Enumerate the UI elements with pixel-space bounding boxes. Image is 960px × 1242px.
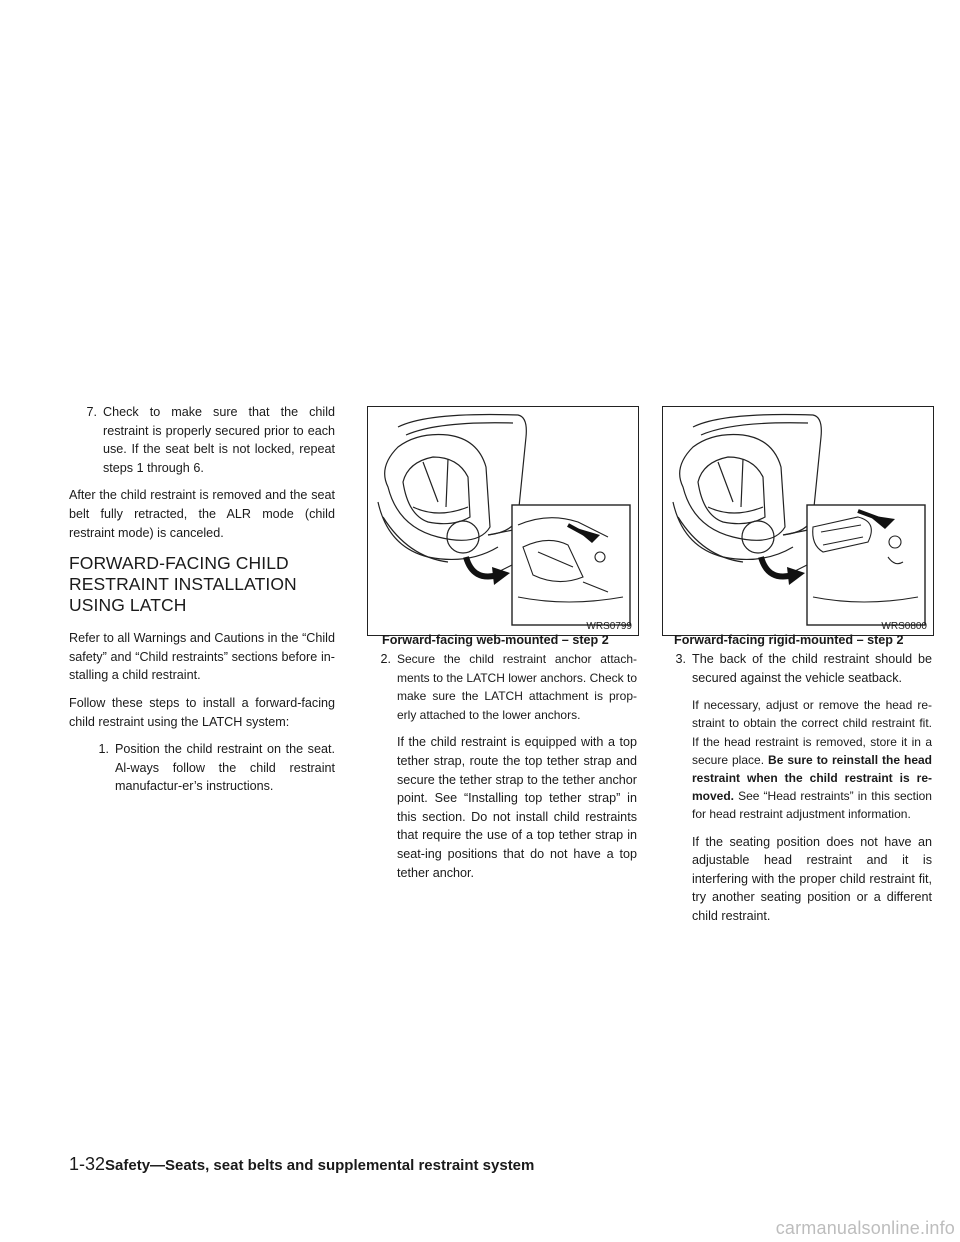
paragraph-refer-warnings: Refer to all Warnings and Cautions in the “Child safety” and “Child restraints” sections before in-stalling a child restraint.	[69, 631, 335, 683]
head-restraint-ref: See “Head restraints” in this section for head restraint adjustment information.	[692, 789, 932, 822]
figure-caption-web-mounted: Forward-facing web-mounted – step 2	[382, 633, 609, 647]
figure-code: WRS0800	[881, 621, 927, 632]
watermark: carmanualsonline.info	[775, 1218, 955, 1238]
paragraph-seating-position: If the seating position does not have an adjustable head restraint and it is interfering with the proper child restraint fit, try another seating position or a different child restraint.	[692, 834, 932, 923]
list-number: 1.	[98, 742, 109, 757]
list-number: 2.	[380, 652, 391, 666]
list-item-2	[367, 650, 637, 724]
paragraph-top-tether: If the child restraint is equipped with a top tether strap, route the top tether strap and secure the tether strap to the tether anchor point. See “Installing top tether strap” in this section. Do not install child restraints that require the use of a top tether strap in seat-ing positions that do not have a top tether anchor.	[397, 735, 637, 880]
list-number: 7.	[86, 405, 97, 419]
figure-rigid-mounted	[662, 406, 934, 636]
head-restraint-bold: Be sure to reinstall the head restraint when the child restraint is re-moved.	[692, 752, 933, 804]
list-item-1	[69, 740, 335, 796]
list-number: 3.	[675, 652, 686, 666]
section-heading: FORWARD-FACING CHILD RESTRAINT INSTALLATION USING LATCH	[69, 553, 297, 616]
child-seat-web-mounted-illustration	[368, 407, 638, 635]
column-right	[662, 650, 932, 935]
child-seat-rigid-mounted-illustration	[663, 407, 933, 635]
section-title: Safety—Seats, seat belts and supplemental restraint system	[105, 1157, 535, 1174]
paragraph-alr-canceled: After the child restraint is removed and the seat belt fully retracted, the ALR mode (child restraint mode) is canceled.	[69, 488, 335, 540]
list-item-3	[662, 650, 932, 687]
list-text: Position the child restraint on the seat. Al-ways follow the child restraint manufactur-er’s instructions.	[115, 742, 335, 794]
paragraph-follow-steps: Follow these steps to install a forward-facing child restraint using the LATCH system:	[69, 695, 335, 729]
list-text: The back of the child restraint should be secured against the vehicle seatback.	[692, 652, 932, 685]
head-restraint-text: If necessary, adjust or remove the head re-straint to obtain the correct child restraint fit. If the head restraint is removed, store it in a secure place.	[692, 698, 932, 767]
paragraph-head-restraint	[662, 696, 932, 823]
page-number: 1-32	[69, 1154, 106, 1174]
page-footer	[69, 1154, 534, 1176]
column-middle	[367, 650, 637, 891]
figure-caption-rigid-mounted: Forward-facing rigid-mounted – step 2	[674, 633, 904, 647]
figure-web-mounted	[367, 406, 639, 636]
column-left	[69, 403, 335, 796]
list-text: Secure the child restraint anchor attach-ments to the LATCH lower anchors. Check to make sure the LATCH attachment is prop-erly attached to the lower anchors.	[397, 652, 637, 722]
figure-code: WRS0799	[586, 621, 632, 632]
list-text: Check to make sure that the child restraint is properly secured prior to each use. If the seat belt is not locked, repeat steps 1 through 6.	[103, 405, 335, 475]
list-item-7	[69, 403, 335, 477]
